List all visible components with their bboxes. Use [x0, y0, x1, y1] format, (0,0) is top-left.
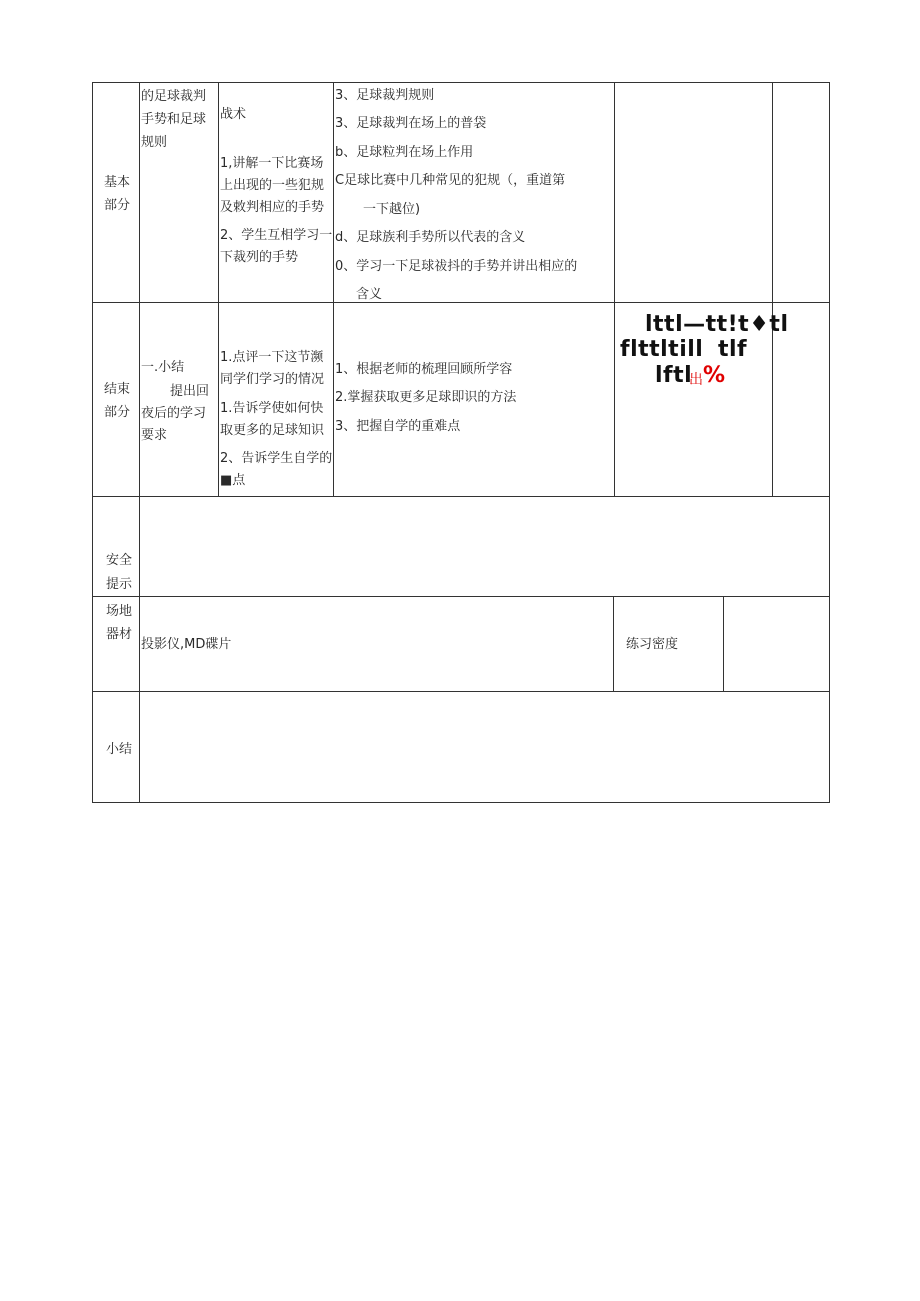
end-method-line: 1.点评一下这节濒 [220, 350, 324, 365]
basic-activity-line: 3、足球裁判规则 [335, 88, 435, 103]
basic-method-line: 上出现的一些犯规 [220, 178, 325, 193]
garbled-text-line: flttltill [620, 337, 704, 362]
end-method-line: 1.告诉学使如何快 [220, 401, 324, 416]
basic-method-line: 战术 [220, 107, 247, 122]
end-activity-line: 1、根据老师的梳理回顾所学容 [335, 362, 513, 377]
end-content-line: 夜后的学习 [141, 406, 207, 421]
end-content-line: 一.小结 [141, 360, 185, 375]
basic-activity-line: d、足球族利手势所以代表的含义 [335, 230, 526, 245]
basic-method-line: 下裁列的手势 [220, 250, 299, 265]
safety-label: 安全 [106, 553, 133, 568]
basic-section-label: 部分 [104, 198, 131, 213]
equipment-value: 投影仪,MD碟片 [141, 637, 232, 652]
basic-section-label: 基本 [104, 175, 131, 190]
garbled-red-percent: % [703, 363, 726, 388]
end-method-line: 同学们学习的情况 [220, 372, 325, 387]
equipment-label: 器材 [106, 627, 133, 642]
summary-label: 小结 [106, 742, 133, 757]
end-method-line: 取更多的足球知识 [220, 423, 325, 438]
end-content-line: 提出回 [170, 384, 210, 399]
garbled-red-char: 出 [689, 372, 704, 388]
basic-activity-line: b、足球粒判在场上作用 [335, 145, 474, 160]
basic-activity-line: 0、学习一下足球祓抖的手势并讲出相应的 [335, 259, 578, 274]
practice-density-label: 练习密度 [626, 637, 679, 652]
basic-content-line: 的足球裁判 [141, 89, 207, 104]
end-section-label: 部分 [104, 405, 131, 420]
end-section-label: 结束 [104, 382, 131, 397]
end-method-line: 2、告诉学生自学的 [220, 451, 333, 466]
basic-method-line: 2、学生互相学习一 [220, 228, 333, 243]
basic-method-line: 1,讲解一下比赛场 [220, 156, 324, 171]
basic-activity-line: C足球比赛中几种常见的犯规（，重道第 [335, 173, 566, 188]
end-method-line: ■点 [220, 473, 246, 488]
basic-content-line: 规则 [141, 135, 168, 150]
end-activity-line: 3、把握自学的重难点 [335, 419, 461, 434]
basic-content-line: 手势和足球 [141, 112, 207, 127]
end-content-line: 要求 [141, 428, 168, 443]
safety-label: 提示 [106, 577, 133, 592]
basic-activity-line: 含义 [356, 287, 383, 302]
garbled-text-line: lftl [655, 363, 693, 388]
basic-activity-line: 一下越位) [363, 202, 421, 217]
end-activity-line: 2.掌握获取更多足球即识的方法 [335, 390, 517, 405]
equipment-label: 场地 [106, 604, 133, 619]
basic-activity-line: 3、足球裁判在场上的普袋 [335, 116, 487, 131]
garbled-text-line: lttl—tt!t♦tl [645, 312, 789, 337]
basic-method-line: 及敕判相应的手势 [220, 200, 325, 215]
garbled-text-line: tlf [718, 337, 748, 362]
